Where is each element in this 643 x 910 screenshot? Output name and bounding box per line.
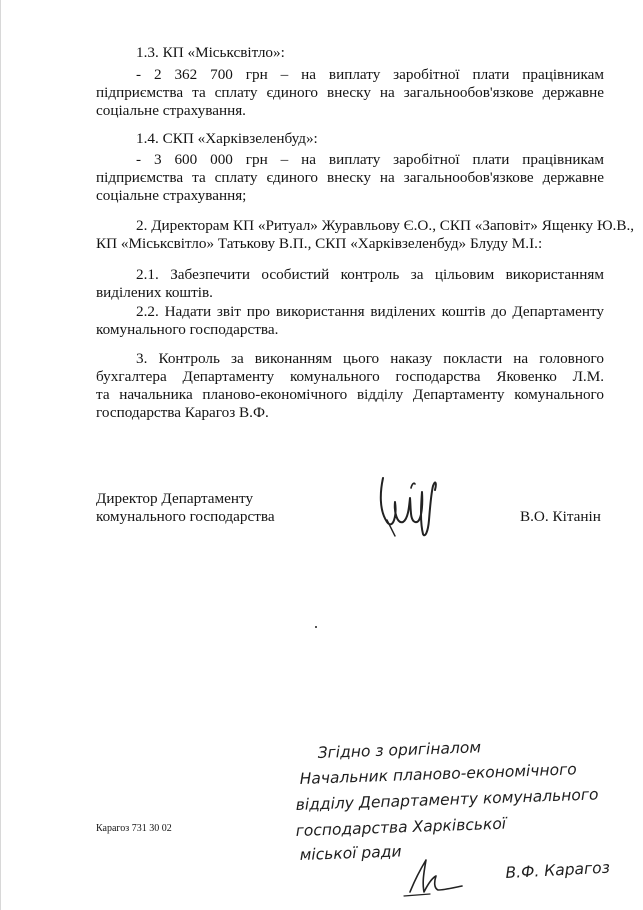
section-1-4-heading: 1.4. СКП «Харківзеленбуд»: [136, 130, 318, 147]
handwritten-line-2: Начальник планово-економічного [299, 760, 577, 788]
section-2-line-2: КП «Міськсвітло» Татькову В.П., СКП «Харківзеленбуд» Блуду М.І.: [96, 235, 543, 252]
section-3-line-1: 3. Контроль за виконанням цього наказу покласти на головного [136, 350, 604, 367]
handwritten-line-1: Згідно з оригіналом [317, 738, 482, 762]
handwritten-line-5: міської ради [299, 842, 402, 864]
section-1-3-heading: 1.3. КП «Міськсвітло»: [136, 44, 285, 61]
section-3-line-4: господарства Карагоз В.Ф. [96, 404, 269, 421]
section-1-3-line-2: підприємства та сплату єдиного внеску на загальнообов'язкове державне [96, 84, 604, 101]
section-2-1-line-1: 2.1. Забезпечити особистий контроль за цільовим використанням [136, 266, 604, 283]
section-2-2-line-1: 2.2. Надати звіт про використання виділених коштів до Департаменту [136, 303, 604, 320]
executor-contact: Карагоз 731 30 02 [96, 823, 172, 834]
section-1-3-line-3: соціальне страхування. [96, 102, 246, 119]
director-signature-icon [375, 472, 445, 542]
section-2-1-line-2: виділених коштів. [96, 284, 213, 301]
section-1-4-line-2: підприємства та сплату єдиного внеску на загальнообов'язкове державне [96, 169, 604, 186]
signer-title-line-2: комунального господарства [96, 508, 275, 525]
handwritten-line-4: господарства Харківської [295, 814, 507, 840]
section-1-4-line-1: - 3 600 000 грн – на виплату заробітної плати працівникам [136, 151, 604, 168]
signer-title-line-1: Директор Департаменту [96, 490, 254, 507]
section-3-line-3: та начальника планово-економічного відділу Департаменту комунального [96, 386, 604, 403]
section-2-line-1: 2. Директорам КП «Ритуал» Журавльову Є.О., СКП «Заповіт» Ященку Ю.В., [136, 217, 635, 234]
certifier-signature-icon [400, 852, 470, 900]
section-2-2-line-2: комунального господарства. [96, 321, 279, 338]
paper-speck [315, 626, 317, 628]
handwritten-name: В.Ф. Карагоз [505, 858, 611, 882]
signer-name: В.О. Кітанін [520, 508, 601, 525]
section-3-line-2: бухгалтера Департаменту комунального господарства Яковенко Л.М. [96, 368, 604, 385]
section-1-4-line-3: соціальне страхування; [96, 187, 247, 204]
handwritten-line-3: відділу Департаменту комунального [295, 785, 599, 814]
section-1-3-line-1: - 2 362 700 грн – на виплату заробітної плати працівникам [136, 66, 604, 83]
